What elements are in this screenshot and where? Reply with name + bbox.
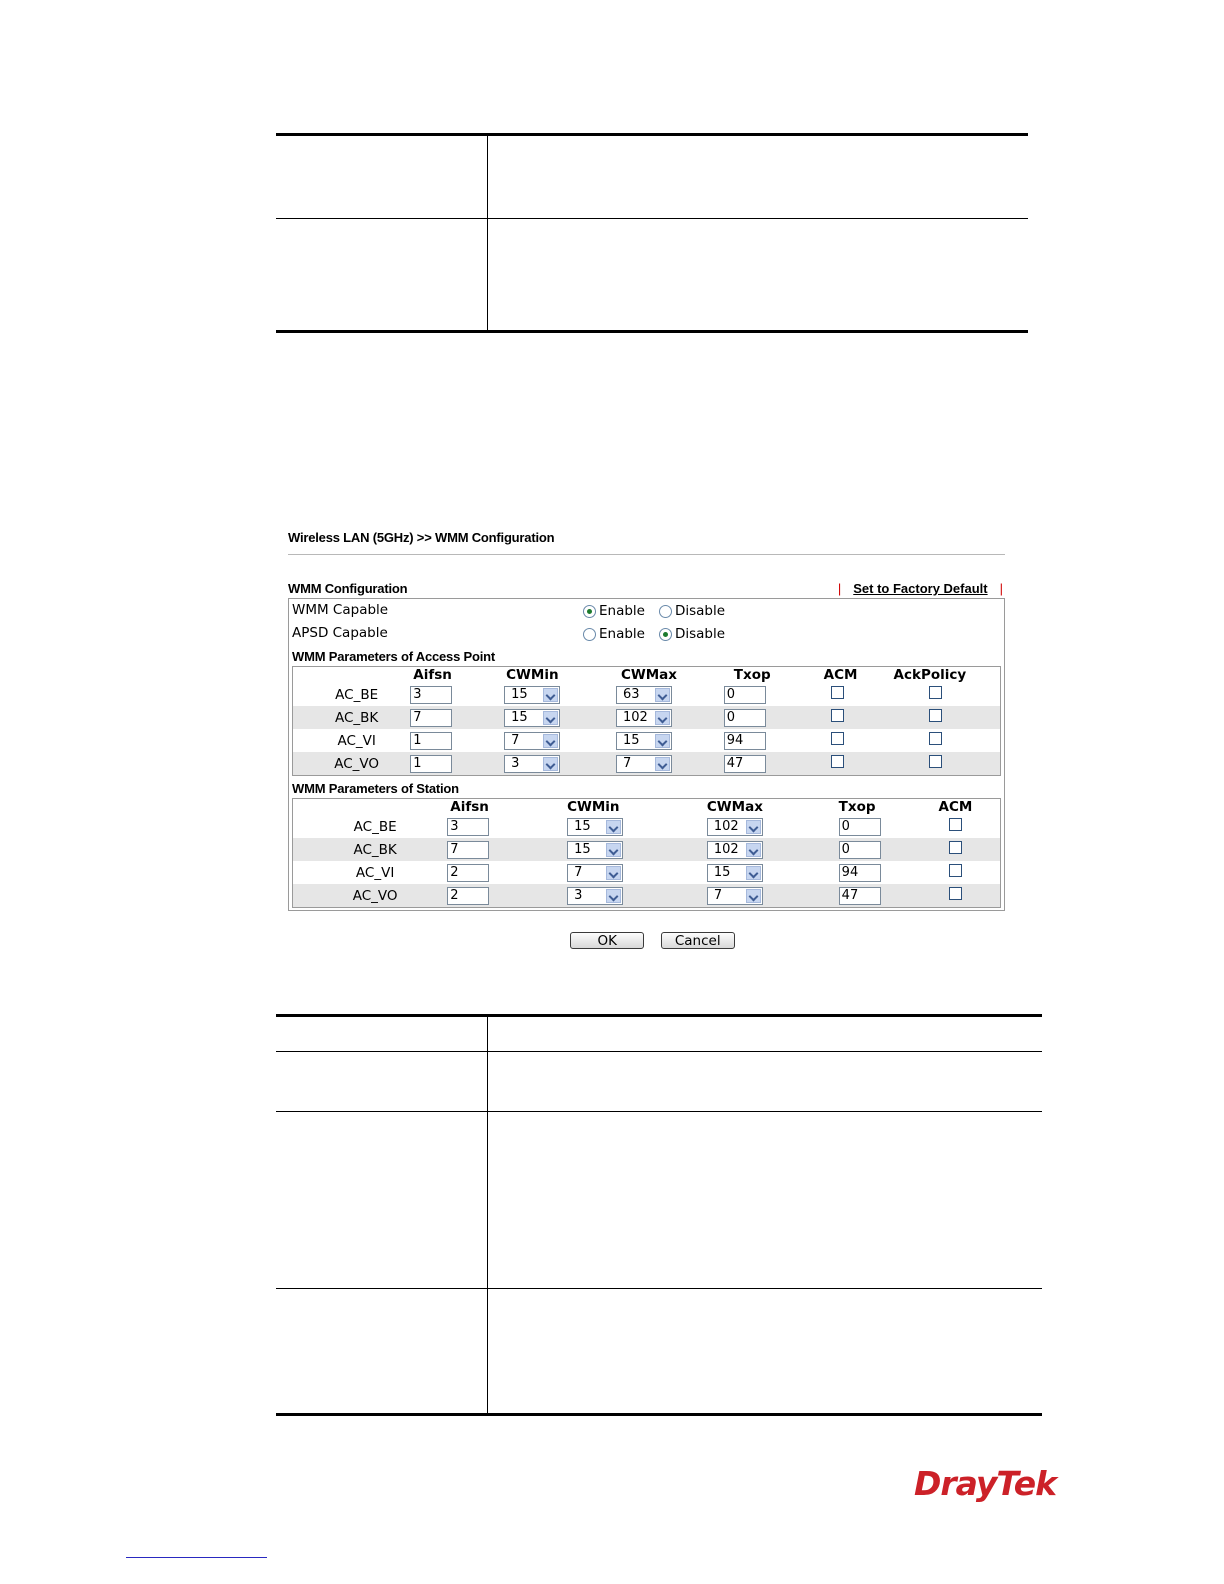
cwmax-select[interactable] (707, 887, 763, 905)
aifsn-input[interactable]: 1 (410, 755, 452, 773)
table-rule (276, 1413, 1042, 1416)
chevron-down-icon[interactable] (543, 711, 558, 725)
button-row (288, 932, 1005, 950)
ackpolicy-checkbox[interactable] (929, 709, 942, 722)
chevron-down-icon[interactable] (746, 820, 761, 834)
cwmin-select[interactable] (504, 686, 560, 704)
wmm-capable-label: WMM Capable (292, 602, 389, 618)
apsd-disable-label: Disable (674, 625, 726, 642)
column-header: ACM (823, 667, 858, 683)
chevron-down-icon[interactable] (746, 889, 761, 903)
selected-value: 63 (622, 686, 640, 702)
column-header: Aifsn (450, 799, 489, 815)
aifsn-input[interactable]: 2 (447, 887, 489, 905)
acm-checkbox[interactable] (831, 755, 844, 768)
cwmin-select[interactable] (567, 887, 623, 905)
ok-button[interactable]: OK (570, 932, 644, 949)
chevron-down-icon[interactable] (655, 688, 670, 702)
wmm-enable-label: Enable (599, 602, 645, 619)
table-row (293, 752, 1001, 776)
bottom-doc-table (276, 1014, 1042, 1416)
row-name: AC_BE (353, 818, 397, 835)
chevron-down-icon[interactable] (606, 820, 621, 834)
selected-value: 7 (713, 887, 723, 903)
column-header (293, 667, 411, 684)
cwmax-select[interactable] (707, 841, 763, 859)
table-row (293, 815, 1001, 838)
section-header (288, 580, 1005, 598)
selected-value: 15 (511, 709, 528, 725)
wmm-disable-radio[interactable] (659, 605, 672, 618)
acm-checkbox[interactable] (949, 864, 962, 877)
selected-value: 7 (622, 755, 632, 771)
separator: | (999, 581, 1003, 596)
apsd-capable-label: APSD Capable (292, 625, 388, 641)
selected-value: 15 (574, 841, 591, 857)
column-header: Aifsn (413, 667, 452, 683)
breadcrumb: Wireless LAN (5GHz) >> WMM Configuration (288, 530, 555, 545)
column-header: CWMin (567, 799, 620, 815)
wmm-disable-label: Disable (674, 602, 726, 619)
separator: | (837, 581, 842, 596)
txop-input[interactable]: 47 (839, 887, 881, 905)
table-divider (487, 1014, 488, 1416)
aifsn-input[interactable]: 7 (447, 841, 489, 859)
wmm-config-box (288, 598, 1005, 911)
chevron-down-icon[interactable] (746, 843, 761, 857)
table-rule (276, 1051, 1042, 1052)
table-header-row (293, 799, 1001, 816)
acm-checkbox[interactable] (949, 841, 962, 854)
sta-params-title: WMM Parameters of Station (292, 781, 459, 796)
wmm-capable-row (292, 600, 1002, 623)
acm-checkbox[interactable] (831, 732, 844, 745)
footer-rule (126, 1557, 267, 1558)
cwmin-select[interactable] (567, 818, 623, 836)
table-row (293, 729, 1001, 752)
breadcrumb-rule (288, 554, 1005, 555)
cwmax-select[interactable] (616, 686, 672, 704)
table-row (293, 706, 1001, 729)
txop-input[interactable]: 47 (724, 755, 766, 773)
table-rule (276, 1111, 1042, 1112)
row-name: AC_VI (337, 732, 376, 749)
column-header: CWMax (620, 667, 677, 683)
txop-input[interactable]: 0 (839, 818, 881, 836)
aifsn-input[interactable]: 2 (447, 864, 489, 882)
factory-default-link[interactable]: Set to Factory Default (853, 581, 988, 596)
txop-input[interactable]: 94 (724, 732, 766, 750)
apsd-disable-radio[interactable] (659, 628, 672, 641)
row-name: AC_BK (293, 706, 411, 729)
txop-input[interactable]: 0 (839, 841, 881, 859)
ackpolicy-checkbox[interactable] (929, 732, 942, 745)
ap-params-title: WMM Parameters of Access Point (292, 649, 496, 664)
row-name: AC_VO (293, 752, 411, 776)
table-rule (276, 330, 1028, 333)
cwmin-select[interactable] (504, 732, 560, 750)
cwmin-select[interactable] (567, 864, 623, 882)
row-name: AC_BK (293, 838, 448, 861)
chevron-down-icon[interactable] (606, 889, 621, 903)
ackpolicy-checkbox[interactable] (929, 755, 942, 768)
cwmin-select[interactable] (504, 755, 560, 773)
chevron-down-icon[interactable] (606, 843, 621, 857)
column-header: Txop (838, 799, 876, 815)
acm-checkbox[interactable] (831, 709, 844, 722)
table-rule (276, 218, 1028, 219)
ackpolicy-checkbox[interactable] (929, 686, 942, 699)
table-row (293, 884, 1001, 908)
chevron-down-icon[interactable] (606, 866, 621, 880)
selected-value: 3 (574, 887, 583, 903)
wmm-enable-radio[interactable] (583, 605, 596, 618)
selected-value: 15 (622, 732, 640, 748)
aifsn-input[interactable]: 1 (410, 732, 452, 750)
selected-value: 15 (574, 818, 591, 834)
apsd-enable-label: Enable (599, 625, 645, 642)
column-header: Txop (733, 667, 771, 683)
table-header-row (293, 667, 1001, 684)
selected-value: 7 (574, 864, 583, 880)
cwmax-select[interactable] (707, 818, 763, 836)
aifsn-input[interactable]: 3 (447, 818, 489, 836)
cwmin-select[interactable] (504, 709, 560, 727)
txop-input[interactable]: 0 (724, 686, 766, 704)
cancel-button[interactable]: Cancel (661, 932, 735, 949)
selected-value: 102 (713, 818, 739, 834)
cwmax-select[interactable] (616, 709, 672, 727)
table-divider (487, 133, 488, 333)
column-header: CWMin (506, 667, 559, 683)
table-row (293, 683, 1001, 706)
chevron-down-icon[interactable] (655, 711, 670, 725)
chevron-down-icon[interactable] (543, 757, 558, 771)
acm-checkbox[interactable] (949, 887, 962, 900)
selected-value: 3 (511, 755, 520, 771)
cwmin-select[interactable] (567, 841, 623, 859)
column-header: AckPolicy (893, 667, 967, 683)
ap-params-table (292, 666, 1001, 776)
column-header: ACM (938, 799, 973, 815)
selected-value: 102 (622, 709, 648, 725)
acm-checkbox[interactable] (949, 818, 962, 831)
cwmax-select[interactable] (616, 732, 672, 750)
row-name: AC_VI (355, 864, 395, 881)
table-rule (276, 1014, 1042, 1017)
chevron-down-icon[interactable] (655, 757, 670, 771)
selected-value: 15 (511, 686, 528, 702)
txop-input[interactable]: 0 (724, 709, 766, 727)
row-name: AC_VO (293, 884, 448, 908)
selected-value: 15 (713, 864, 731, 880)
top-doc-table (276, 133, 1028, 333)
selected-value: 7 (511, 732, 520, 748)
table-row (293, 861, 1001, 884)
selected-value: 102 (713, 841, 739, 857)
chevron-down-icon[interactable] (543, 734, 558, 748)
txop-input[interactable]: 94 (839, 864, 881, 882)
factory-default-area (826, 580, 1003, 598)
table-rule (276, 133, 1028, 136)
wmm-config-panel (288, 528, 1005, 950)
sta-params-table (292, 798, 1001, 908)
cwmax-select[interactable] (707, 864, 763, 882)
apsd-capable-row (292, 623, 1002, 646)
table-row (293, 838, 1001, 861)
row-name: AC_BE (335, 686, 379, 703)
aifsn-input[interactable]: 3 (410, 686, 452, 704)
acm-checkbox[interactable] (831, 686, 844, 699)
column-header: CWMax (706, 799, 763, 815)
apsd-enable-radio[interactable] (583, 628, 596, 641)
draytek-logo: DrayTek (914, 1464, 1057, 1503)
cwmax-select[interactable] (616, 755, 672, 773)
column-header (293, 799, 448, 816)
section-title: WMM Configuration (288, 581, 408, 596)
table-rule (276, 1288, 1042, 1289)
chevron-down-icon[interactable] (746, 866, 761, 880)
chevron-down-icon[interactable] (655, 734, 670, 748)
chevron-down-icon[interactable] (543, 688, 558, 702)
aifsn-input[interactable]: 7 (410, 709, 452, 727)
